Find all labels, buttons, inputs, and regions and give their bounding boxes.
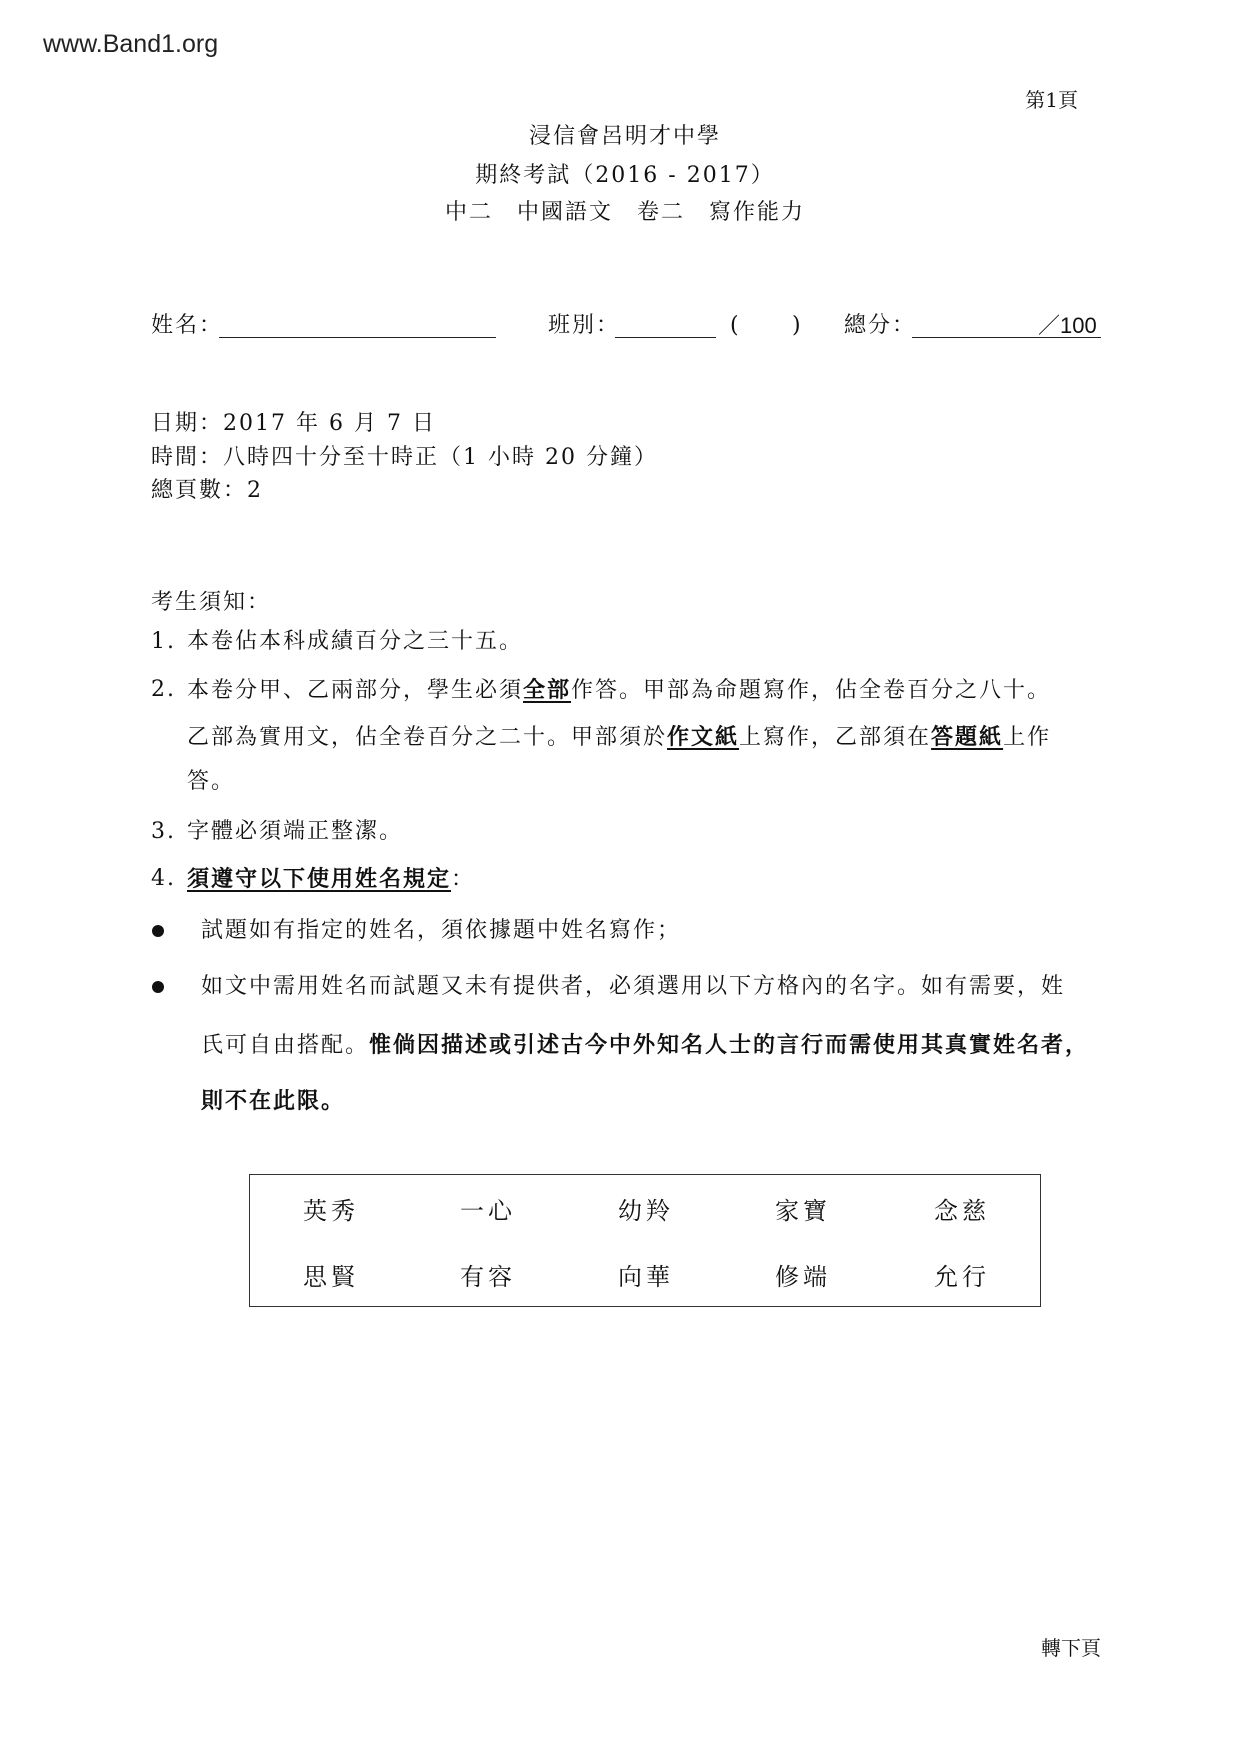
bullet-icon: [152, 925, 164, 937]
instruction-2-line3: 答。: [187, 769, 236, 794]
item-number: 1.: [151, 629, 176, 654]
page-number: 第1頁: [1025, 88, 1078, 112]
name-field[interactable]: [219, 337, 496, 338]
total-pages: 總頁數：2: [151, 478, 263, 503]
name-cell: 家寶: [775, 1197, 831, 1225]
name-cell: 念慈: [934, 1197, 990, 1225]
score-label: 總分：: [844, 313, 917, 338]
paren-close: ): [792, 313, 803, 338]
instruction-4: [187, 868, 475, 891]
name-label: 姓名：: [151, 313, 224, 338]
score-total: ／100: [1038, 313, 1097, 338]
name-cell: 有容: [460, 1263, 516, 1291]
emphasis: 惟倘因描述或引述古今中外知名人士的言行而需使用其真實姓名者，: [369, 1032, 1090, 1058]
instruction-3: 字體必須端正整潔。: [187, 819, 404, 844]
emphasis: 則不在此限。: [201, 1088, 346, 1114]
name-cell: 英秀: [303, 1197, 359, 1225]
bullet-1: 試題如有指定的姓名，須依據題中姓名寫作；: [201, 918, 682, 943]
name-table: [249, 1174, 1041, 1307]
emphasis: 全部: [523, 677, 572, 703]
exam-title: 期終考試（2016 - 2017）: [475, 163, 775, 188]
paper-title: 中二 中國語文 卷二 寫作能力: [444, 200, 805, 225]
class-label: 班別：: [548, 313, 621, 338]
item-number: 3.: [151, 819, 176, 844]
item-number: 4.: [151, 866, 176, 891]
name-cell: 思賢: [303, 1263, 359, 1291]
text: 上寫作，乙部須在: [739, 725, 932, 750]
class-field[interactable]: [615, 337, 716, 338]
turn-over-note: 轉下頁: [1041, 1636, 1101, 1660]
instruction-2-line2: [187, 726, 1051, 749]
text: 氏可自由搭配。: [201, 1033, 370, 1058]
text: 作答。甲部為命題寫作，佔全卷百分之八十。: [571, 678, 1052, 703]
name-cell: 允行: [934, 1263, 990, 1291]
bullet-icon: [152, 981, 164, 993]
emphasis: 答題紙: [931, 724, 1004, 750]
watermark: www.Band1.org: [43, 30, 219, 58]
text: 乙部為實用文，佔全卷百分之二十。甲部須於: [187, 725, 668, 750]
exam-date: 日期：2017 年 6 月 7 日: [151, 411, 436, 436]
name-cell: 修端: [775, 1263, 831, 1291]
text: ：: [451, 867, 476, 892]
name-cell: 幼羚: [618, 1197, 674, 1225]
bullet-2-line3: [201, 1090, 345, 1113]
instructions-heading: 考生須知：: [151, 590, 272, 615]
instruction-2-line1: [187, 679, 1051, 702]
text: 上作: [1003, 725, 1052, 750]
school-name: 浸信會呂明才中學: [528, 124, 721, 149]
text: 本卷分甲、乙兩部分，學生必須: [187, 678, 524, 703]
item-number: 2.: [151, 677, 176, 702]
paren-open: (: [730, 313, 741, 338]
bullet-2-line2: [201, 1034, 1089, 1057]
name-cell: 向華: [618, 1263, 674, 1291]
emphasis: 須遵守以下使用姓名規定: [187, 866, 452, 892]
emphasis: 作文紙: [667, 724, 740, 750]
name-cell: 一心: [460, 1197, 516, 1225]
exam-time: 時間：八時四十分至十時正（1 小時 20 分鐘）: [151, 445, 658, 470]
bullet-2-line1: 如文中需用姓名而試題又未有提供者，必須選用以下方格內的名字。如有需要，姓: [201, 974, 1066, 999]
instruction-1: 本卷佔本科成績百分之三十五。: [187, 629, 524, 654]
